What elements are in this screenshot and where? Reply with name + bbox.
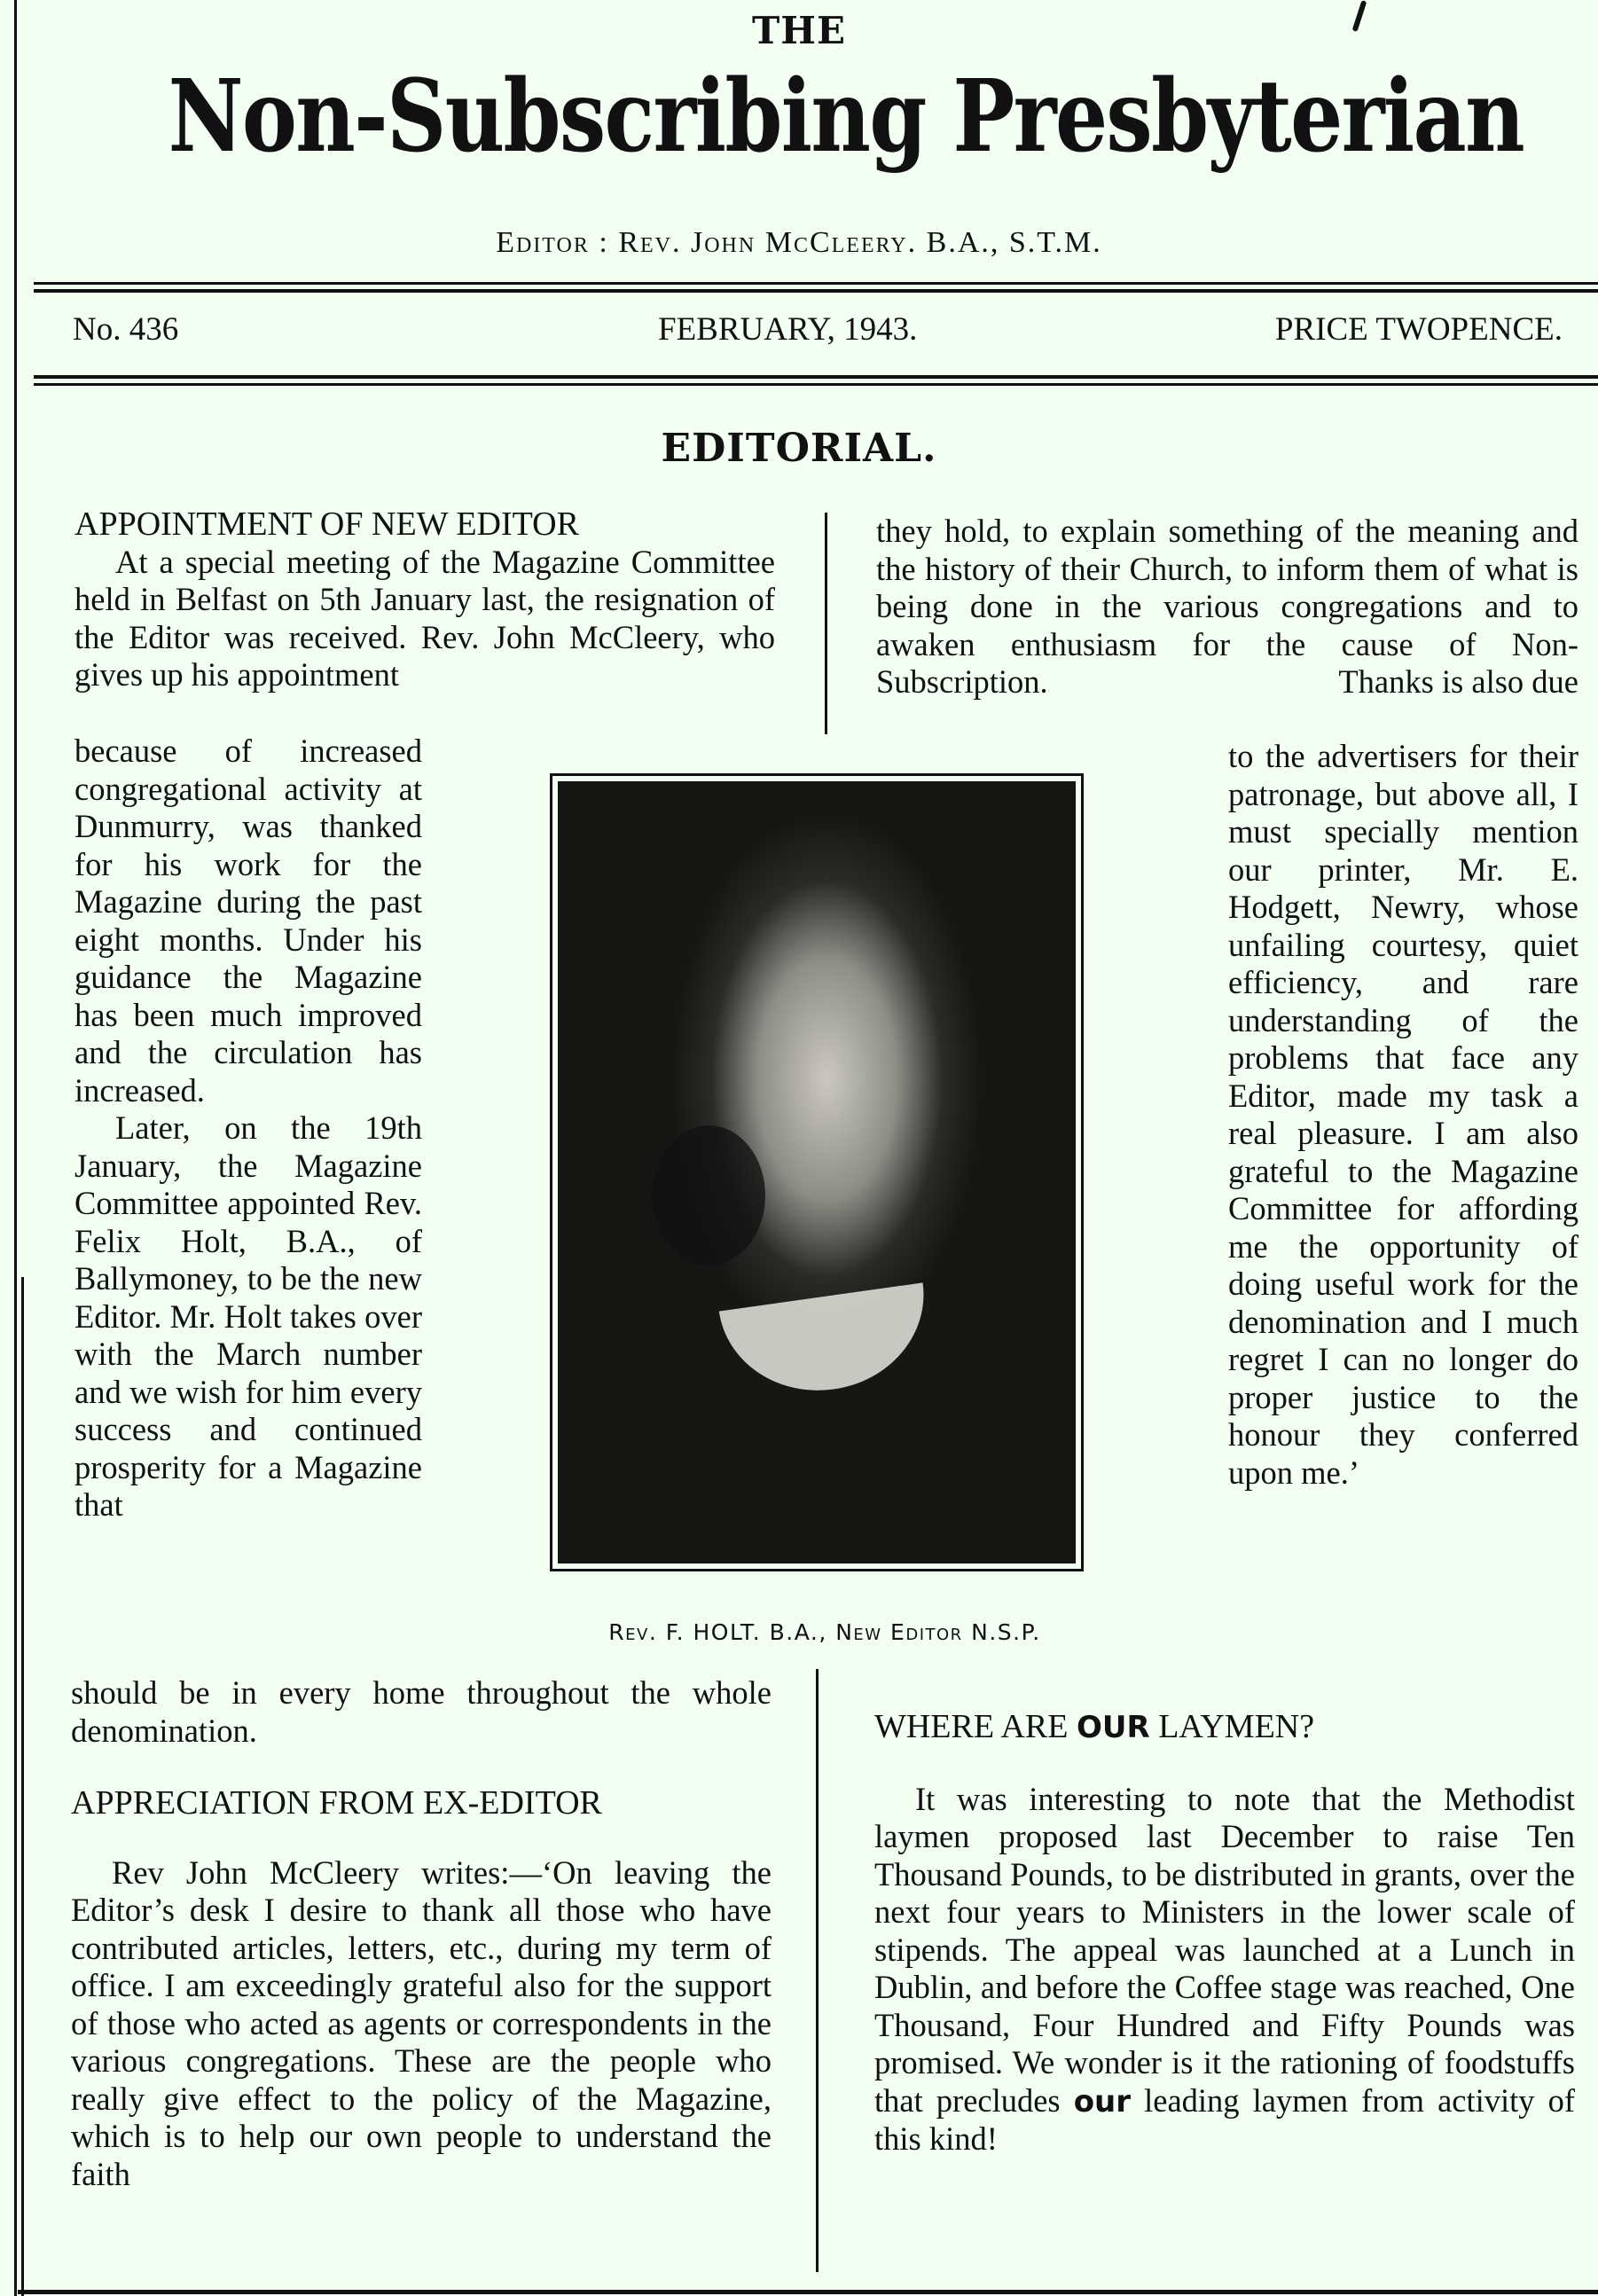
appointment-paragraph-1-narrow: because of increased congregational activity at Dunmurry, was thanked for his work for the Magazine during the past eight months. Under his guidance the Magazine has been much improved and the circulation has increased. <box>74 733 422 1109</box>
laymen-heading: WHERE ARE OUR LAYMEN? <box>874 1708 1315 1745</box>
column-rule-top <box>825 513 827 734</box>
appreciation-paragraph-right-wide: they hold, to explain something of the meaning and the history of their Church, to inform them of what is being done in the various congregations and to awaken enthusiasm for the cause of Non-Subscription. Thanks is also due <box>876 513 1578 700</box>
appointment-paragraph-1-wide: At a special meeting of the Magazine Committee held in Belfast on 5th January last, the resignation of the Editor was received. Rev. John McCleery, who gives up his appointment <box>74 543 775 693</box>
rule-bottom <box>18 2290 1598 2294</box>
rule-top-2 <box>34 289 1598 293</box>
editor-line: Editor : Rev. John McCleery. B.A., S.T.M. <box>496 226 1102 259</box>
photo-caption: Rev. F. HOLT. B.A., New Editor N.S.P. <box>608 1619 1041 1645</box>
appointment-paragraph-2-wide: should be in every home throughout the whole denomination. <box>71 1674 772 1749</box>
appreciation-right-narrow-block <box>1228 738 1578 1492</box>
issue-price: PRICE TWOPENCE. <box>1274 311 1563 348</box>
page-border-left <box>14 0 17 2296</box>
appointment-heading: APPOINTMENT OF NEW EDITOR <box>74 505 579 543</box>
appointment-closing-block <box>71 1674 772 1750</box>
issue-date: FEBRUARY, 1943. <box>658 311 918 348</box>
publication-title: Non-Subscribing Presbyterian <box>168 59 1524 175</box>
editorial-heading: EDITORIAL. <box>661 426 937 471</box>
appreciation-right-wide-block <box>876 513 1578 701</box>
column-rule-bottom <box>816 1669 819 2272</box>
appointment-narrow-block <box>74 733 422 1524</box>
rule-mid-1 <box>34 375 1598 379</box>
laymen-block <box>874 1708 1575 2159</box>
issue-info-bar <box>73 310 1563 355</box>
appointment-paragraph-2-narrow: Later, on the 19th January, the Magazine Committee appointed Rev. Felix Holt, B.A., of Ballymoney, to be the new Editor. Mr. Holt takes over with the March number and we wish for him every success and continued prosperity for a Magazine that <box>74 1109 422 1523</box>
rule-top-1 <box>34 282 1598 285</box>
appreciation-heading: APPRECIATION FROM EX-EDITOR <box>71 1784 602 1822</box>
portrait-image <box>558 781 1076 1563</box>
appreciation-left-block <box>71 1784 772 2193</box>
page-border-left-inner <box>21 1277 24 2296</box>
appointment-wide-block <box>74 505 775 694</box>
masthead-the: THE <box>752 9 846 52</box>
rule-mid-2 <box>34 383 1598 386</box>
appreciation-paragraph-left: Rev John McCleery writes:—‘On leaving the Editor’s desk I desire to thank all those who have contributed articles, letters, etc., during my term of office. I am exceedingly grateful also for the support of those who acted as agents or correspondents in the various congregations. These are the people who really give effect to the policy of the Magazine, which is to help our own people to understand the faith <box>71 1853 772 2192</box>
appreciation-paragraph-right-narrow: to the advertisers for their patronage, but above all, I must specially mention our printer, Mr. E. Hodgett, Newry, whose unfailing courtesy, quiet efficiency, and rare understanding of the problems that face any Editor, made my task a real pleasure. I am also grateful to the Magazine Committee for affording me the opportunity of doing useful work for the denomination and I much regret I can no longer do proper justice to the honour they conferred upon me.’ <box>1228 738 1578 1491</box>
laymen-paragraph: It was interesting to note that the Methodist laymen proposed last December to raise Ten Thousand Pounds, to be distributed in grants, over the next four years to Ministers in the lower scale of stipends. The appeal was launched at a Lunch in Dublin, and before the Coffee stage was reached, One Thousand, Four Hundred and Fifty Pounds was promised. We wonder is it the rationing of foodstuffs that precludes our leading laymen from activity of this kind! <box>874 1780 1576 2157</box>
editor-portrait-photo <box>550 773 1084 1571</box>
issue-number: No. 436 <box>73 311 179 348</box>
portrait-collar <box>718 1283 935 1405</box>
portrait-shadow <box>652 1125 765 1266</box>
